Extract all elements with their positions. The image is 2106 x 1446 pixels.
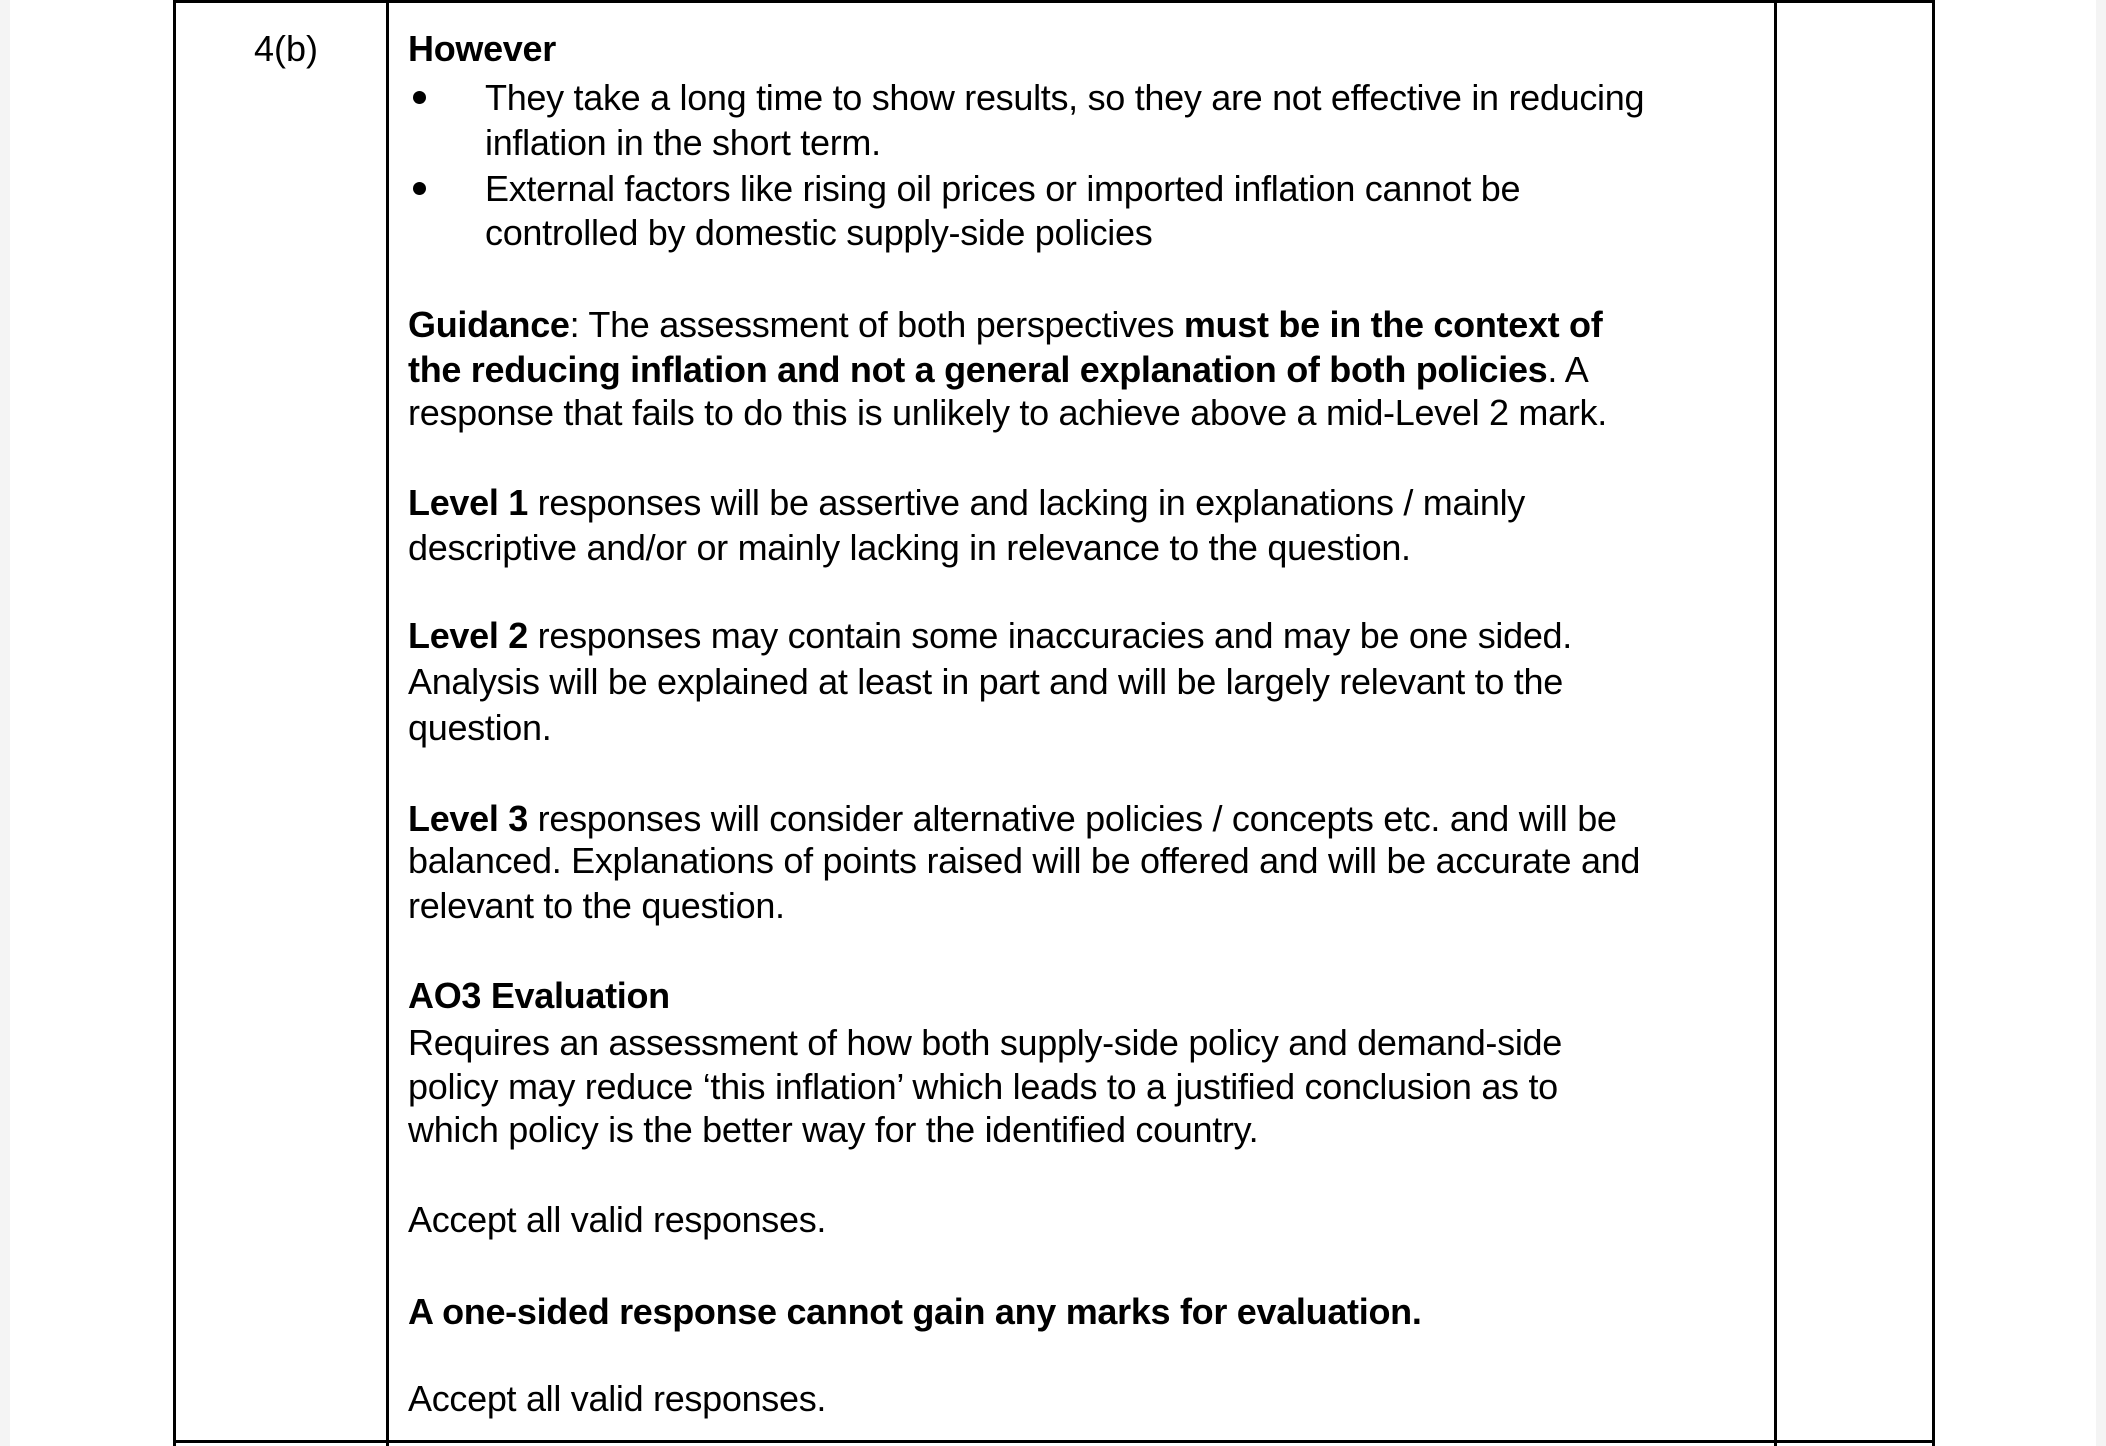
guidance-line-3: response that fails to do this is unlikely to achieve above a mid-Level 2 mark. [408,392,1607,433]
level1-label: Level 1 [408,482,528,523]
guidance-line-1 [408,302,1602,347]
bullet-2-line-2: controlled by domestic supply-side policies [485,212,1153,253]
guidance-text: : The assessment of both perspectives [569,304,1184,345]
guidance-emphasis: the reducing inflation and not a general explanation of both policies [408,349,1548,390]
level3-text: responses will consider alternative policies / concepts etc. and will be [527,798,1617,839]
level1-text: responses will be assertive and lacking in explanations / mainly [527,482,1526,523]
level2-text: responses may contain some inaccuracies and may be one sided. [527,615,1572,656]
ao3-heading: AO3 Evaluation [408,975,670,1016]
level3-line-2: balanced. Explanations of points raised will be offered and will be accurate and [408,840,1641,881]
bullet-2-line-1: External factors like rising oil prices or imported inflation cannot be [485,168,1521,209]
level1-line-2: descriptive and/or or mainly lacking in relevance to the question. [408,527,1411,568]
question-number: 4(b) [254,28,319,69]
mark-scheme-page [10,0,2096,1446]
level3-label: Level 3 [408,798,528,839]
guidance-label: Guidance [408,304,570,345]
guidance-emphasis: must be in the context of [1183,304,1603,345]
one-sided-note: A one-sided response cannot gain any marks for evaluation. [408,1291,1422,1332]
bullet-icon [413,91,426,104]
ao3-line-1: Requires an assessment of how both supply-side policy and demand-side [408,1022,1562,1063]
table-bottom-border [174,1440,1934,1443]
table-left-border [173,0,176,1446]
table-right-border [1932,0,1935,1446]
column-divider-question [386,0,389,1446]
bullet-icon [413,182,426,195]
bullet-1-line-1: They take a long time to show results, so they are not effective in reducing [485,77,1645,118]
level3-line-1 [408,796,1617,841]
accept-all-1: Accept all valid responses. [408,1199,827,1240]
however-heading: However [408,28,556,69]
ao3-line-3: which policy is the better way for the identified country. [408,1109,1259,1150]
level2-label: Level 2 [408,615,528,656]
ao3-line-2: policy may reduce ‘this inflation’ which leads to a justified conclusion as to [408,1066,1558,1107]
bullet-1-line-2: inflation in the short term. [485,122,881,163]
level2-line-3: question. [408,707,552,748]
level1-line-1 [408,480,1525,525]
level2-line-2: Analysis will be explained at least in part and will be largely relevant to the [408,661,1563,702]
accept-all-2: Accept all valid responses. [408,1378,827,1419]
level2-line-1 [408,613,1572,658]
guidance-text: . A [1547,349,1589,390]
column-divider-marks [1774,0,1777,1446]
table-top-border [174,0,1934,3]
level3-line-3: relevant to the question. [408,885,785,926]
guidance-line-2 [408,347,1589,392]
